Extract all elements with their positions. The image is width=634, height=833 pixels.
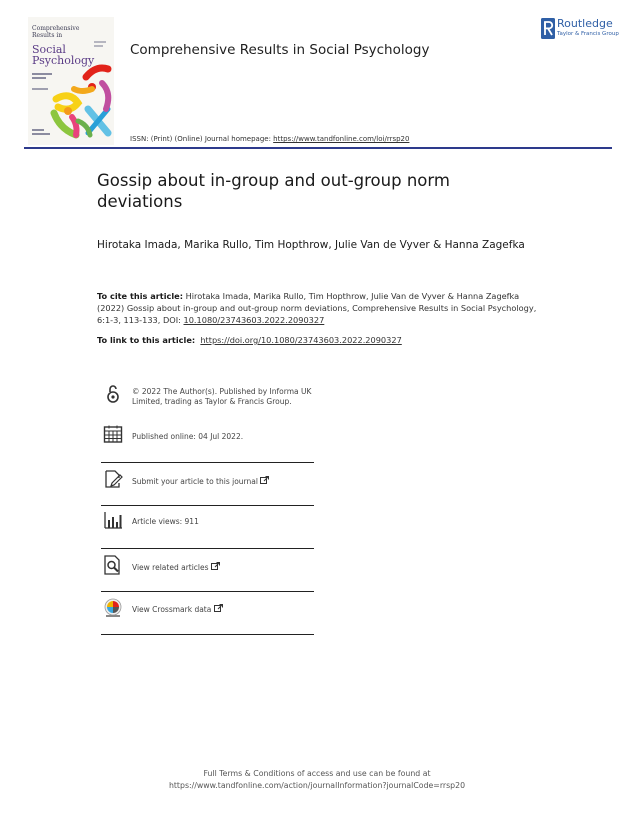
doi-link[interactable]: 10.1080/23743603.2022.2090327 — [183, 315, 325, 325]
info-divider — [101, 591, 314, 592]
published-date-text: Published online: 04 Jul 2022. — [132, 432, 244, 441]
copyright-text: © 2022 The Author(s). Published by Informa UK Limited, trading as Taylor & Francis Group. — [132, 387, 312, 406]
article-title: Gossip about in-group and out-group norm deviations — [97, 171, 450, 211]
crossmark-link[interactable] — [132, 604, 223, 615]
external-link-icon — [211, 562, 220, 570]
crossmark-icon — [103, 598, 123, 618]
article-doi-url-link[interactable]: https://doi.org/10.1080/23743603.2022.2090327 — [200, 335, 402, 345]
external-link-icon — [260, 476, 269, 484]
cover-title-line4: Psychology — [32, 54, 95, 67]
cover-title-line3: Social — [32, 43, 66, 56]
issn-text: ISSN: (Print) (Online) Journal homepage: — [130, 135, 274, 143]
crossmark-row[interactable] — [101, 598, 314, 634]
cover-title-line1: Comprehensive — [32, 25, 80, 32]
article-views-text: Article views: 911 — [132, 517, 199, 526]
journal-homepage-link[interactable]: https://www.tandfonline.com/loi/rrsp20 — [273, 135, 410, 143]
published-row — [101, 424, 314, 464]
info-divider — [101, 634, 314, 635]
footer — [0, 768, 634, 792]
journal-title: Comprehensive Results in Social Psychology — [130, 42, 430, 58]
submit-article-row[interactable] — [101, 469, 314, 505]
link-label: To link to this article: — [97, 335, 196, 345]
related-articles-label: View related articles — [132, 563, 209, 572]
info-divider — [101, 548, 314, 549]
issn-homepage-line — [130, 135, 409, 143]
cover-artwork-icon — [28, 17, 114, 145]
article-authors: Hirotaka Imada, Marika Rullo, Tim Hopthrow, Julie Van de Vyver & Hanna Zagefka — [97, 239, 525, 251]
citation-block — [97, 290, 539, 326]
footer-terms-text: Full Terms & Conditions of access and use can be found at — [203, 769, 431, 778]
related-articles-row[interactable] — [101, 555, 314, 591]
related-articles-link[interactable] — [132, 562, 220, 573]
bar-chart-icon — [103, 510, 123, 530]
publisher-tagline: Taylor & Francis Group — [557, 31, 619, 37]
journal-cover-image — [28, 17, 114, 145]
calendar-icon — [103, 424, 123, 444]
info-divider — [101, 505, 314, 506]
article-link-line — [97, 334, 557, 346]
cite-text: Hirotaka Imada, Marika Rullo, Tim Hopthrow, Julie Van de Vyver & Hanna Zagefka (2022) Gossip about in-group and out-group norm deviations, Comprehensive Results in Social Psychology, 6:1-3, 113-133, DOI: — [97, 291, 537, 325]
routledge-logo-icon — [541, 18, 555, 39]
info-divider — [101, 462, 314, 463]
external-link-icon — [214, 604, 223, 612]
cover-title-line2: Results in — [32, 32, 63, 39]
related-articles-search-icon — [103, 555, 123, 575]
submit-article-link[interactable] — [132, 476, 269, 487]
publisher-name: Routledge — [557, 17, 613, 30]
header-divider — [24, 147, 612, 149]
submit-article-label: Submit your article to this journal — [132, 477, 258, 486]
submit-pencil-icon — [103, 469, 123, 489]
cite-label: To cite this article: — [97, 291, 183, 301]
article-views-row — [101, 510, 314, 548]
footer-terms-url-link[interactable]: https://www.tandfonline.com/action/journalInformation?journalCode=rrsp20 — [168, 781, 466, 790]
crossmark-label: View Crossmark data — [132, 605, 212, 614]
open-access-lock-icon — [103, 384, 123, 404]
